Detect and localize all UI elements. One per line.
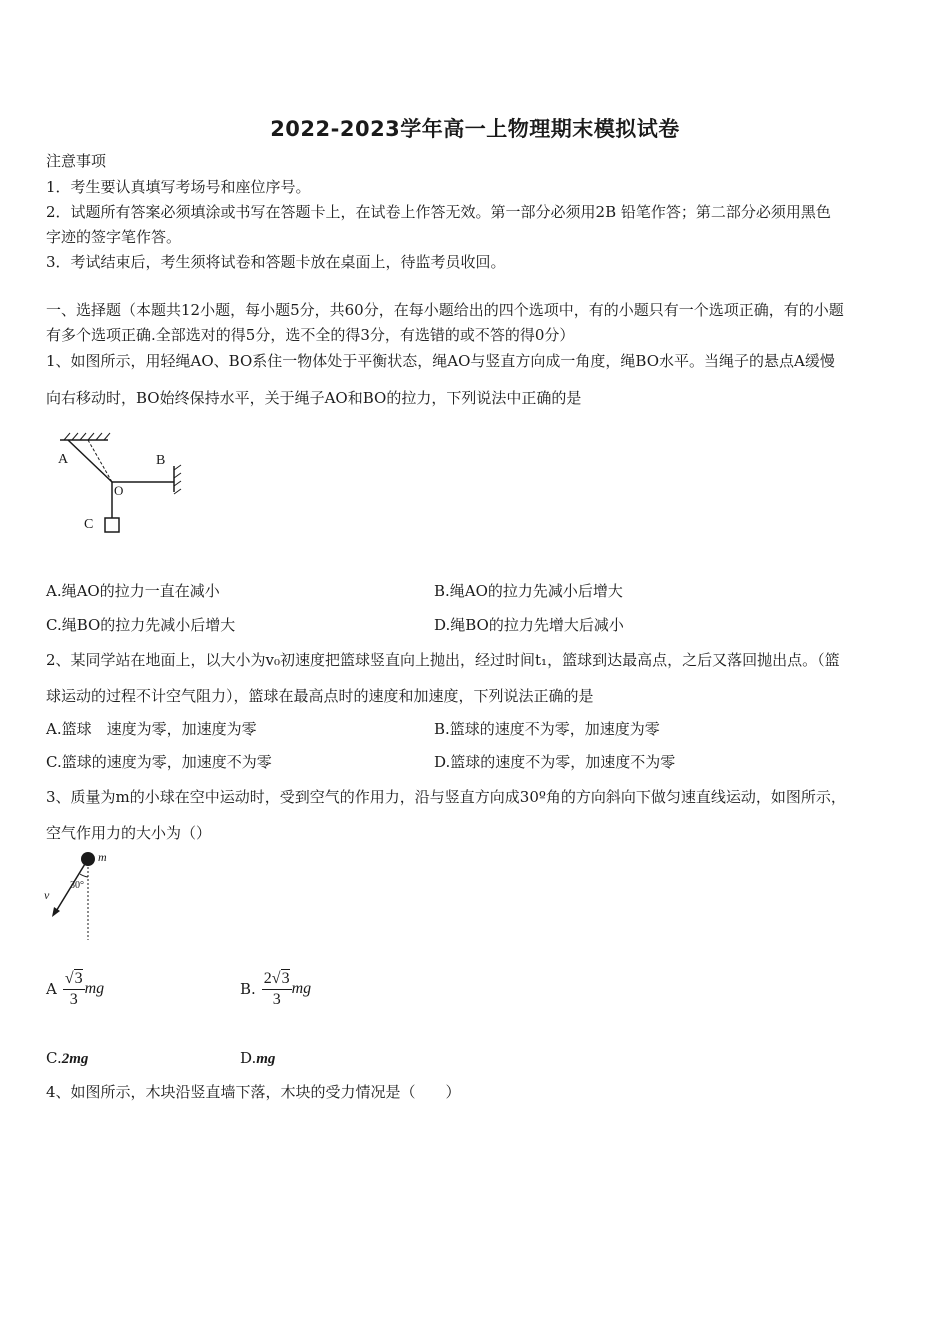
q2-stem-line1: 2、某同学站在地面上，以大小为v₀初速度把篮球竖直向上抛出，经过时间t₁，篮球到达最高点，之后又落回抛出点。（篮: [46, 651, 840, 669]
q3-option-b-coef: 2: [263, 969, 272, 987]
q1-option-d: D.绳BO的拉力先增大后减小: [434, 616, 624, 634]
notice-item-2-cont: 字迹的签字笔作答。: [46, 228, 182, 246]
q1-label-o: O: [114, 483, 124, 498]
q2-option-d: D.篮球的速度不为零，加速度不为零: [434, 753, 676, 771]
q3-option-a-numerator: 3: [74, 969, 83, 987]
notice-item-2: 2．试题所有答案必须填涂或书写在答题卡上，在试卷上作答无效。第一部分必须用2B 铅笔作答；第二部分必须用黑色: [46, 203, 831, 221]
q1-option-b: B.绳AO的拉力先减小后增大: [434, 582, 623, 600]
q3-option-a-denominator: 3: [69, 990, 78, 1008]
section-instructions-1: 一、选择题（本题共12小题，每小题5分，共60分，在每小题给出的四个选项中，有的小题只有一个选项正确，有的小题: [46, 301, 844, 319]
q1-label-c: C: [84, 517, 94, 532]
q3-option-b-fraction: $\frac{2√3}{3}$: [263, 969, 290, 1008]
q3-option-d-value: mg: [256, 1051, 276, 1067]
q3-label-v: v: [44, 888, 50, 902]
q3-option-c-prefix: C.: [46, 1049, 62, 1067]
q1-label-b: B: [156, 453, 166, 468]
q3-option-b-numerator: 3: [281, 969, 290, 987]
q2-option-b: B.篮球的速度不为零，加速度为零: [434, 720, 660, 738]
q3-option-b-prefix: B.: [240, 980, 256, 998]
q3-stem-line1: 3、质量为m的小球在空中运动时，受到空气的作用力，沿与竖直方向成30º角的方向斜向下做匀速直线运动，如图所示，: [46, 788, 846, 806]
q3-label-m: m: [98, 850, 107, 864]
q3-option-d: [240, 1048, 275, 1069]
q2-option-a: A.篮球 速度为零，加速度为零: [46, 720, 257, 738]
q3-label-angle: 30°: [70, 880, 84, 891]
q3-option-a-prefix: A: [46, 980, 57, 998]
q3-option-b-unit: mg: [291, 980, 312, 997]
q3-option-d-prefix: D.: [240, 1049, 257, 1067]
q3-option-a: [46, 964, 104, 1014]
q1-label-a: A: [58, 452, 69, 467]
section-instructions-2: 有多个选项正确.全部选对的得5分，选不全的得3分，有选错的或不答的得0分）: [46, 326, 575, 344]
q3-stem-line2: 空气作用力的大小为（）: [46, 824, 212, 842]
q2-option-c: C.篮球的速度为零，加速度不为零: [46, 753, 272, 771]
q1-stem-line1: 1、如图所示，用轻绳AO、BO系住一物体处于平衡状态，绳AO与竖直方向成一角度，绳BO水平。当绳子的悬点A缓慢: [46, 352, 835, 370]
notice-item-1: 1．考生要认真填写考场号和座位序号。: [46, 178, 311, 196]
q3-option-a-fraction: $\frac{√3}{3}$: [64, 969, 83, 1008]
q1-rope-figure: [50, 430, 200, 540]
notice-heading: 注意事项: [46, 152, 107, 170]
q2-stem-line2: 球运动的过程不计空气阻力），篮球在最高点时的速度和加速度，下列说法正确的是: [46, 687, 594, 705]
q4-stem-line1: 4、如图所示，木块沿竖直墙下落，木块的受力情况是（ ）: [46, 1083, 461, 1101]
q1-stem-line2: 向右移动时，BO始终保持水平，关于绳子AO和BO的拉力，下列说法中正确的是: [46, 389, 582, 407]
q3-option-c: [46, 1048, 88, 1069]
notice-item-3: 3．考试结束后，考生须将试卷和答题卡放在桌面上，待监考员收回。: [46, 253, 506, 271]
page-title: 2022-2023学年高一上物理期末模拟试卷: [270, 117, 680, 141]
q3-option-c-value: 2mg: [61, 1051, 89, 1067]
q3-option-b: [240, 964, 311, 1014]
q1-option-a: A.绳AO的拉力一直在减小: [46, 582, 220, 600]
q3-ball-figure: [40, 845, 130, 945]
q3-option-b-denominator: 3: [272, 990, 281, 1008]
q3-option-a-unit: mg: [84, 980, 105, 997]
q1-option-c: C.绳BO的拉力先减小后增大: [46, 616, 236, 634]
